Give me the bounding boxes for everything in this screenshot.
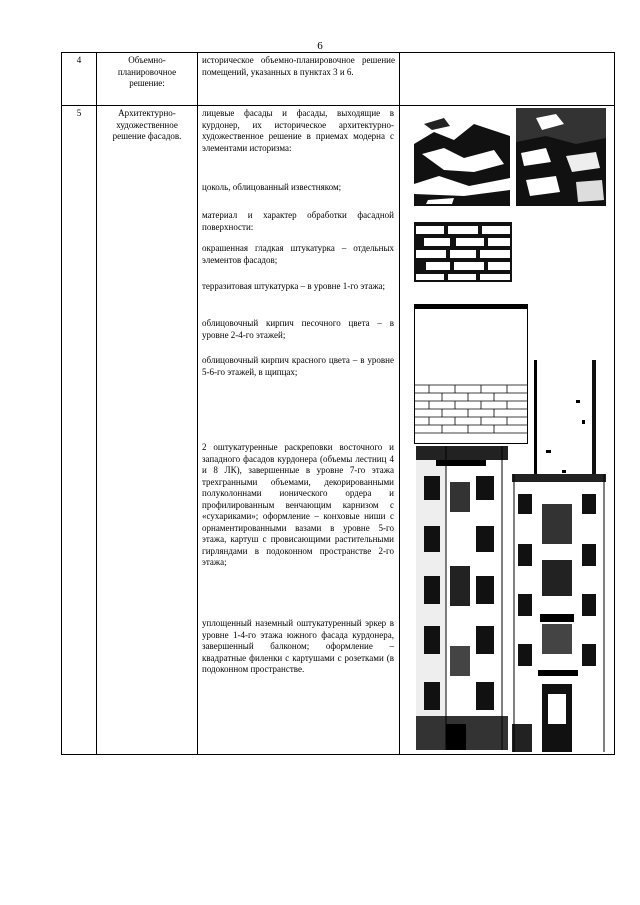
paragraph-facades: лицевые фасады и фасады, выходящие в курдонер, их историческое архитектурно-художественное решение в приемах модерна с элементами историзма: xyxy=(202,108,394,153)
bay-window-photo xyxy=(512,474,606,752)
row-image-cell xyxy=(400,106,615,755)
page-number: 6 xyxy=(317,40,323,52)
row-title: Объемно-планировочное решение: xyxy=(97,53,198,106)
row-image-cell xyxy=(400,53,615,106)
limestone-plinth-photo-1 xyxy=(414,114,510,206)
limestone-plinth-photo-2 xyxy=(516,108,606,206)
brick-wall-photo xyxy=(414,304,528,444)
row-description: историческое объемно-планировочное решение помещений, указанных в пунктах 3 и 6. xyxy=(198,53,400,106)
row-title: Архитектурно-художественное решение фасадов. xyxy=(97,106,198,755)
stair-projection-photo xyxy=(416,446,508,750)
brick-wall-photo-2 xyxy=(532,360,598,488)
monument-subject-table xyxy=(61,52,615,755)
plaster-wall-photo xyxy=(414,222,512,282)
paragraph-material: материал и характер обработки фасадной поверхности: xyxy=(202,210,394,232)
paragraph-plinth: цоколь, облицованный известняком; xyxy=(202,182,342,192)
paragraph-stair-projections: 2 оштукатуренные раскреповки восточного и западного фасадов курдонера (объемы лестниц 4 и 8 ЛК), завершенные в уровне 7-го этажа трехгранными объемами, декорированными полуколоннами ионического ордера и профилированным венчающим карнизом с «сухариками»; оформление – конховые ниши с орнаментированными вазами в уровне 5-го этажа, картуш с провисающими растительными гирляндами в подоконном пространстве 2-го этажа; xyxy=(202,442,394,567)
paragraph-bay-window: уплощенный наземный оштукатуренный эркер в уровне 1-4-го этажа южного фасада курдонера, завершенный балконом; оформление – квадратные филенки с картушами с розетками (в подоконном пространстве. xyxy=(202,618,394,674)
paragraph-red-brick: облицовочный кирпич красного цвета – в уровне 5-6-го этажей, в щипцах; xyxy=(202,355,394,377)
row-number: 4 xyxy=(62,53,97,106)
table-row xyxy=(62,53,615,106)
paragraph-terrazite: терразитовая штукатурка – в уровне 1-го этажа; xyxy=(202,281,386,291)
row-description xyxy=(198,106,400,755)
table-row xyxy=(62,106,615,755)
paragraph-sand-brick: облицовочный кирпич песочного цвета – в уровне 2-4-го этажей; xyxy=(202,318,394,340)
paragraph-smooth-plaster: окрашенная гладкая штукатурка – отдельных элементов фасадов; xyxy=(202,243,394,265)
row-number: 5 xyxy=(62,106,97,755)
